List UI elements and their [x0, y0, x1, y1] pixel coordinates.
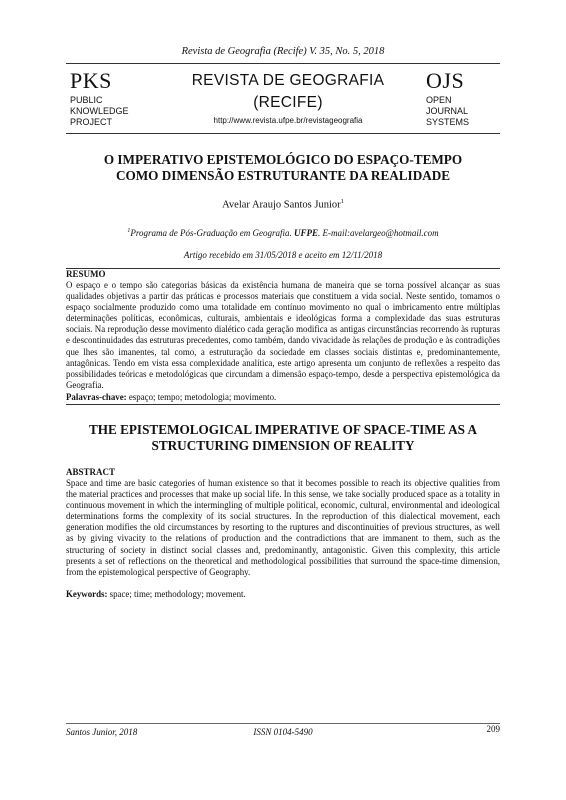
resumo-body: O espaço e o tempo são categorias básicas da existência humana de maneira que se torna possível alcançar as suas qualidades objetivas a partir das práticas e processos materiais que constituem a vida social. Neste sentido, tomamos o espaço socialmente produzido como uma totalidade em contínuo movimento no qual o imbricamento entre múltiplas determinações políticas, econômicas, culturais, ambientais e ideológicas forma a complexidade das suas estruturas sociais. Na reprodução desse movimento dialético cada geração modifica as antigas circunstâncias recorrendo às rupturas e descontinuidades das estruturas precedentes, como também, dando vivacidade às relações de produção e às contradições que lhes são imanentes, tal como, a estruturação da sociedade em classes sociais distintas e, predominantemente, antagônicas. Tendo em vista essa complexidade analítica, este artigo apresenta um conjunto de reflexões a respeito das possibilidades teóricas e metodológicas que circundam a dimensão espaço-tempo, desde a perspectiva epistemológica da Geografia. — [66, 280, 500, 390]
title-line: STRUCTURING DIMENSION OF REALITY — [151, 438, 415, 453]
pks-line: PROJECT — [70, 117, 113, 127]
author-line — [0, 198, 566, 211]
journal-title — [176, 70, 400, 114]
affiliation-institution: UFPE — [293, 228, 318, 238]
ojs-logo-text — [426, 95, 469, 128]
pks-line: PUBLIC — [70, 95, 103, 105]
affiliation-mark: 1 — [127, 228, 131, 234]
keywords-en-label: Keywords: — [66, 589, 108, 599]
affiliation-email: . E-mail:avelargeo@hotmail.com — [318, 228, 439, 238]
keywords-pt-list: espaço; tempo; metodologia; movimento. — [126, 392, 277, 402]
footer-citation: Santos Junior, 2018 — [66, 727, 138, 737]
keywords-en-list: space; time; methodology; movement. — [107, 589, 246, 599]
resumo-bottom-rule — [66, 404, 500, 405]
title-line: O IMPERATIVO EPISTEMOLÓGICO DO ESPAÇO-TEMPO — [103, 152, 463, 167]
affiliation — [0, 228, 566, 238]
page-number: 209 — [486, 724, 500, 734]
journal-url-link[interactable]: http://www.revista.ufpe.br/revistageografia — [213, 116, 363, 125]
keywords-en — [66, 589, 500, 600]
article-title-en — [60, 422, 506, 454]
author-name: Avelar Araujo Santos Junior — [222, 199, 341, 211]
journal-title-line: (RECIFE) — [253, 94, 323, 111]
abstract-heading: ABSTRACT — [66, 467, 116, 477]
running-head: Revista de Geografia (Recife) V. 35, No. 5, 2018 — [181, 46, 385, 57]
article-title-pt — [60, 152, 506, 184]
pks-logo-text — [70, 95, 129, 128]
title-line: COMO DIMENSÃO ESTRUTURANTE DA REALIDADE — [115, 168, 451, 183]
footer-issn: ISSN 0104-5490 — [253, 727, 313, 737]
ojs-line: JOURNAL — [426, 106, 469, 116]
resumo-heading: RESUMO — [66, 269, 106, 279]
received-accepted-dates: Artigo recebido em 31/05/2018 e aceito em 12/11/2018 — [183, 250, 383, 260]
ojs-logo-acronym: OJS — [426, 68, 465, 93]
author-footnote-mark: 1 — [340, 198, 344, 205]
header-top-rule — [66, 63, 500, 64]
journal-title-line: REVISTA DE GEOGRAFIA — [191, 72, 385, 89]
pks-logo-acronym: PKS — [70, 68, 112, 93]
ojs-line: OPEN — [426, 95, 452, 105]
abstract-body: Space and time are basic categories of human existence so that it becomes possible to reach its objective qualities from the material practices and processes that make up social life. In this sense, we take socially produced space as a totality in continuous movement in which the intermingling of multiple political, economic, cultural, environmental and ideological determinations forms the complexity of its social structures. In the reproduction of this dialectical movement, each generation modifies the old circumstances by resorting to the ruptures and discontinuities of previous structures, as well as by giving vivacity to the relations of production and the contradictions that are immanent to them, such as the structuring of society in distinct social classes and, predominantly, antagonistic. Given this complexity, this article presents a set of reflections on the theoretical and methodological possibilities that surround the space-time dimension, from the epistemological perspective of Geography. — [66, 478, 500, 577]
keywords-pt-label: Palavras-chave: — [66, 392, 127, 402]
footer-rule — [66, 723, 500, 724]
ojs-line: SYSTEMS — [426, 117, 470, 127]
keywords-pt — [66, 392, 500, 403]
pks-line: KNOWLEDGE — [70, 106, 129, 116]
header-bottom-rule — [66, 133, 500, 134]
affiliation-program: Programa de Pós-Graduação em Geografia. — [130, 228, 294, 238]
resumo-top-rule — [66, 268, 500, 269]
title-line: THE EPISTEMOLOGICAL IMPERATIVE OF SPACE-TIME AS A — [88, 422, 478, 437]
